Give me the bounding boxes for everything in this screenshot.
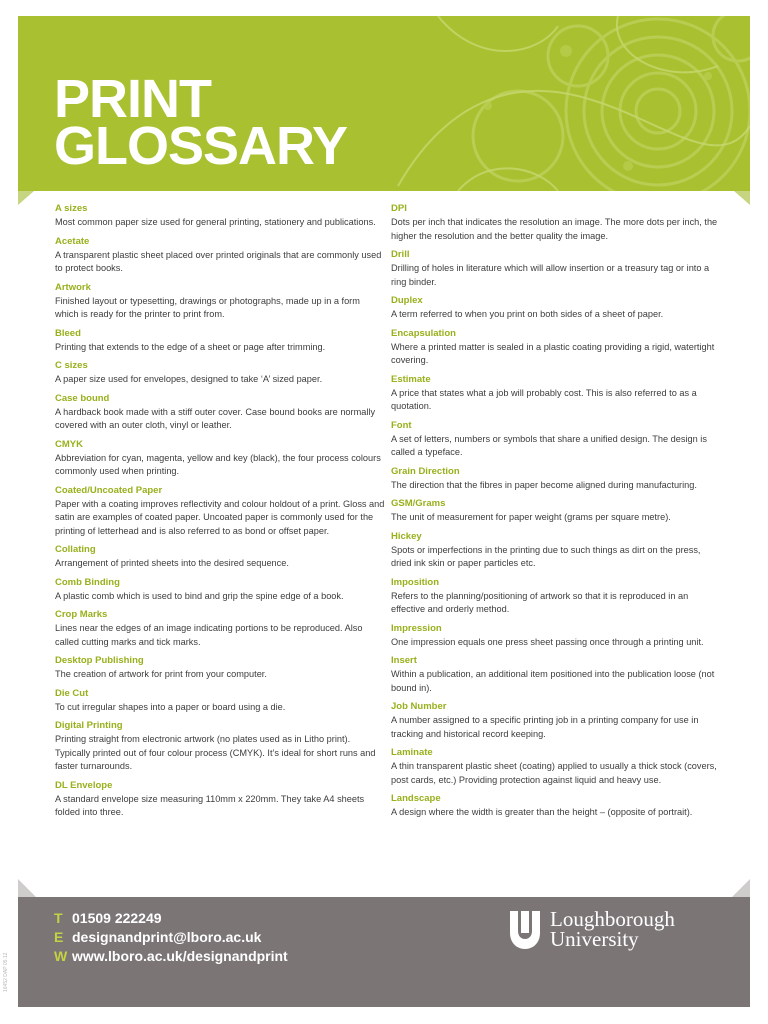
website-url[interactable]: www.lboro.ac.uk/designandprint (72, 948, 288, 964)
glossary-term: Grain Direction (391, 465, 460, 477)
glossary-definition: Abbreviation for cyan, magenta, yellow and key (black), the four process colours commonly used when printing. (55, 452, 381, 476)
side-print-text: 16452 DAP 05.12 (3, 952, 9, 992)
glossary-entry (55, 236, 385, 276)
glossary-entry (55, 655, 385, 682)
glossary-term: Landscape (391, 793, 441, 804)
glossary-right-column (391, 203, 721, 826)
glossary-entry (391, 655, 721, 695)
footer-fold-right (732, 879, 750, 897)
glossary-definition: Refers to the planning/positioning of artwork so that it is reproduced in an effective and orderly method. (391, 590, 689, 614)
glossary-definition: Within a publication, an additional item positioned into the publication loose (not bound in). (391, 669, 715, 693)
glossary-definition: A transparent plastic sheet placed over printed originals that are commonly used to protect books. (55, 249, 382, 273)
contact-details (54, 909, 288, 966)
glossary-term: Imposition (391, 576, 440, 588)
glossary-entry (55, 485, 385, 539)
glossary-entry (55, 282, 385, 322)
footer-bar (18, 897, 750, 1007)
glossary-term: Duplex (391, 295, 423, 306)
side-print-code (3, 932, 15, 992)
glossary-term: Desktop Publishing (55, 655, 144, 666)
glossary-term: A sizes (55, 203, 88, 214)
glossary-term: C sizes (55, 360, 88, 371)
contact-phone[interactable] (54, 909, 288, 928)
logo-line-2: University (550, 927, 639, 951)
glossary-definition: Lines near the edges of an image indicating portions to be reproduced. Also called cutting marks and tick marks. (55, 623, 363, 647)
web-letter: W (54, 948, 68, 964)
glossary-entry (55, 688, 385, 715)
glossary-term: DPI (391, 203, 407, 214)
glossary-definition: Printing that extends to the edge of a sheet or page after trimming. (55, 341, 326, 352)
glossary-term: Drill (391, 249, 410, 260)
glossary-term: Coated/Uncoated Paper (55, 484, 163, 496)
glossary-definition: Drilling of holes in literature which will allow insertion or a treasury tag or into a ring binder. (391, 263, 710, 287)
email-letter: E (54, 929, 64, 945)
title-line-2: GLOSSARY (54, 116, 348, 176)
glossary-entry (391, 249, 721, 289)
glossary-entry (391, 498, 721, 525)
glossary-definition: A hardback book made with a stiff outer cover. Case bound books are normally covered with an outer cloth, vinyl or leather. (55, 406, 376, 430)
glossary-term: Encapsulation (391, 327, 456, 339)
glossary-term: GSM/Grams (391, 498, 446, 509)
glossary-definition: Where a printed matter is sealed in a plastic coating providing a rigid, watertight covering. (391, 341, 715, 365)
glossary-definition: One impression equals one press sheet passing once through a printing unit. (391, 636, 704, 647)
glossary-term: Estimate (391, 373, 431, 385)
phone-number[interactable]: 01509 222249 (72, 910, 162, 926)
glossary-left-column (55, 203, 385, 826)
contact-website[interactable] (54, 947, 288, 966)
glossary-definition: A price that states what a job will probably cost. This is also referred to as a quotation. (391, 387, 697, 411)
glossary-definition: A term referred to when you print on both sides of a sheet of paper. (391, 309, 664, 319)
glossary-definition: A design where the width is greater than the height – (opposite of portrait). (391, 807, 693, 817)
glossary-entry (391, 577, 721, 617)
glossary-entry (55, 203, 385, 230)
glossary-term: Bleed (55, 327, 81, 339)
glossary-definition: A number assigned to a specific printing job in a printing company for use in tracking and historical record keeping. (391, 715, 699, 739)
phone-letter: T (54, 910, 63, 926)
glossary-term: Artwork (55, 281, 91, 293)
glossary-entry (55, 780, 385, 820)
glossary-definition: A set of letters, numbers or symbols that share a unified design. The design is called a typeface. (391, 433, 707, 457)
header-fold-right (734, 191, 750, 205)
glossary-term: Impression (391, 622, 442, 634)
glossary-term: Laminate (391, 747, 433, 758)
glossary-entry (391, 793, 721, 820)
footer-fold-left (18, 879, 36, 897)
glossary-term: Case bound (55, 392, 110, 404)
glossary-definition: Most common paper size used for general printing, stationery and publications. (55, 217, 376, 227)
university-logo (508, 909, 728, 957)
glossary-entry (55, 609, 385, 649)
glossary-definition: A paper size used for envelopes, designed to take ‘A’ sized paper. (55, 374, 323, 384)
glossary-entry (55, 393, 385, 433)
page-title (54, 69, 348, 176)
header-banner (18, 16, 750, 191)
glossary-entry (55, 720, 385, 774)
glossary-term: Insert (391, 655, 417, 666)
glossary-entry (55, 544, 385, 571)
glossary-definition: Finished layout or typesetting, drawings or photographs, made up in a form which is ready for the printer to print from. (55, 295, 360, 319)
email-address[interactable]: designandprint@lboro.ac.uk (72, 929, 262, 945)
logo-line-1: Loughborough (550, 907, 675, 931)
glossary-entry (391, 203, 721, 243)
glossary-term: Die Cut (55, 687, 89, 699)
glossary-term: DL Envelope (55, 779, 113, 791)
glossary-term: Digital Printing (55, 720, 123, 731)
glossary-term: Comb Binding (55, 576, 120, 588)
glossary-entry (55, 360, 385, 387)
glossary-entry (55, 439, 385, 479)
header-fold-left (18, 191, 34, 205)
glossary-entry (391, 295, 721, 322)
glossary-entry (391, 328, 721, 368)
glossary-term: Font (391, 419, 412, 431)
glossary-definition: The unit of measurement for paper weight (grams per square metre). (391, 512, 671, 522)
glossary-entry (391, 623, 721, 650)
glossary-term: Job Number (391, 701, 447, 712)
glossary-definition: A plastic comb which is used to bind and grip the spine edge of a book. (55, 590, 344, 601)
glossary-term: Collating (55, 544, 96, 555)
glossary-definition: To cut irregular shapes into a paper or board using a die. (55, 701, 286, 712)
glossary-definition: Arrangement of printed sheets into the desired sequence. (55, 558, 289, 568)
glossary-definition: Dots per inch that indicates the resolution an image. The more dots per inch, the higher the resolution and the better quality the image. (391, 217, 718, 241)
glossary-entry (55, 577, 385, 604)
shield-icon (508, 909, 542, 951)
glossary-definition: A standard envelope size measuring 110mm x 220mm. They take A4 sheets folded into three. (55, 793, 365, 817)
glossary-term: Acetate (55, 235, 90, 247)
glossary-entry (391, 747, 721, 787)
glossary-entry (391, 420, 721, 460)
glossary-entry (391, 531, 721, 571)
glossary-term: Hickey (391, 530, 422, 542)
glossary-entry (391, 701, 721, 741)
glossary-term: CMYK (55, 438, 83, 450)
glossary-definition: The creation of artwork for print from your computer. (55, 669, 267, 679)
glossary-definition: Spots or imperfections in the printing due to such things as dirt on the press, dried ink skin or paper particles etc. (391, 544, 701, 568)
logo-wordmark (550, 909, 675, 949)
glossary-entry (391, 466, 721, 493)
glossary-definition: Printing straight from electronic artwork (no plates used as in Litho print). Typically printed out of four colour process (CMYK). It’s ideal for short runs and faster turnarounds. (55, 734, 376, 771)
glossary-entry (55, 328, 385, 355)
glossary-entry (391, 374, 721, 414)
glossary-term: Crop Marks (55, 609, 108, 620)
title-line-1: PRINT (54, 69, 211, 129)
glossary-definition: The direction that the fibres in paper become aligned during manufacturing. (391, 479, 697, 490)
glossary-definition: Paper with a coating improves reflectivity and colour holdout of a print. Gloss and satin are examples of coated paper. Uncoated paper is commonly used for the printing of letterhead and is also referred to as bond or offset paper. (55, 498, 385, 536)
contact-email[interactable] (54, 928, 288, 947)
glossary-definition: A thin transparent plastic sheet (coating) applied to usually a thick stock (covers, post cards, etc.) Providing protection against liquid and heavy use. (391, 761, 717, 785)
